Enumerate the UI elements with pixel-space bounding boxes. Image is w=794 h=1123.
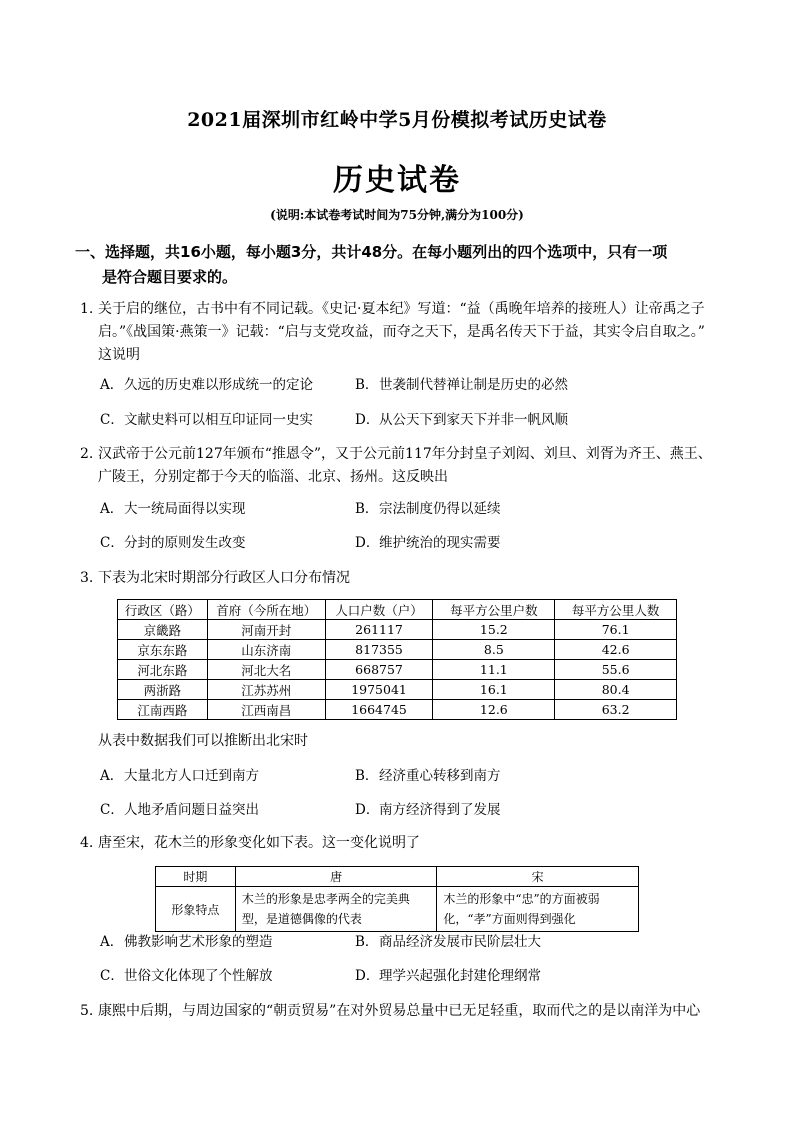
table-cell: 形象特点 — [156, 887, 236, 932]
option-text: 维护统治的现实需要 — [379, 535, 501, 551]
option-text: 世俗文化体现了个性解放 — [124, 968, 273, 984]
section-line-1: 一、选择题，共16小题，每小题3分，共计48分。在每小题列出的四个选项中，只有一项 — [75, 243, 668, 261]
mulan-table — [155, 866, 639, 932]
option-d[interactable] — [355, 966, 541, 986]
option-letter: B． — [355, 501, 379, 517]
option-c[interactable] — [100, 533, 246, 553]
option-d[interactable] — [355, 800, 501, 820]
question-3-followup — [80, 730, 740, 753]
option-a[interactable] — [100, 499, 246, 519]
exam-title: 2021届深圳市红岭中学5月份模拟考试历史试卷 — [187, 109, 607, 131]
option-letter: D． — [355, 412, 380, 428]
option-d[interactable] — [355, 410, 568, 430]
table-header: 每平方公里人数 — [555, 600, 677, 620]
table-cell: 山东济南 — [207, 640, 325, 660]
table-cell: 木兰的形象是忠孝两全的完美典型，是道德偶像的代表 — [235, 887, 437, 932]
option-text: 宗法制度仍得以延续 — [379, 501, 501, 517]
option-letter: C． — [100, 968, 124, 984]
table-header: 行政区（路） — [118, 600, 208, 620]
table-cell: 12.6 — [433, 700, 555, 720]
question-number: 4. — [80, 835, 94, 851]
section-heading — [75, 240, 755, 290]
table-row — [118, 680, 677, 700]
option-b[interactable] — [355, 375, 568, 395]
exam-subtitle: 历史试卷 — [333, 163, 461, 198]
question-5 — [80, 1000, 740, 1023]
table-cell: 55.6 — [555, 660, 677, 680]
table-row — [118, 660, 677, 680]
option-c[interactable] — [100, 410, 313, 430]
option-c[interactable] — [100, 800, 259, 820]
option-letter: A． — [100, 934, 124, 950]
option-letter: D． — [355, 535, 380, 551]
table-cell: 木兰的形象中“忠”的方面被弱化，“孝”方面则得到强化 — [437, 887, 639, 932]
question-number: 5. — [80, 1003, 94, 1019]
question-number: 1. — [80, 301, 94, 317]
question-text: 康熙中后期，与周边国家的“朝贡贸易”在对外贸易总量中已无足轻重，取而代之的是以南洋为中心 — [98, 1003, 701, 1019]
table-cell: 16.1 — [433, 680, 555, 700]
table-row — [156, 887, 639, 932]
question-1 — [80, 298, 740, 367]
option-letter: B． — [355, 377, 379, 393]
table-header-row — [118, 600, 677, 620]
option-text: 佛教影响艺术形象的塑造 — [124, 934, 273, 950]
table-cell: 15.2 — [433, 620, 555, 640]
table-header-row — [156, 867, 639, 887]
table-cell: 1664745 — [325, 700, 433, 720]
option-text: 商品经济发展市民阶层壮大 — [379, 934, 541, 950]
option-text: 文献史料可以相互印证同一史实 — [124, 412, 313, 428]
table-header: 时期 — [156, 867, 236, 887]
exam-note: (说明:本试卷考试时间为75分钟,满分为100分) — [270, 208, 524, 222]
option-a[interactable] — [100, 766, 259, 786]
table-cell: 42.6 — [555, 640, 677, 660]
option-letter: C． — [100, 802, 124, 818]
table-header: 每平方公里户数 — [433, 600, 555, 620]
option-a[interactable] — [100, 375, 313, 395]
question-text: 唐至宋，花木兰的形象变化如下表。这一变化说明了 — [98, 835, 420, 851]
table-cell: 8.5 — [433, 640, 555, 660]
option-text: 分封的原则发生改变 — [124, 535, 246, 551]
question-text: 启。”《战国策·燕策一》记载：“启与支党攻益，而夺之天下，是禹名传天下于益，其实令启自取之。” — [98, 324, 705, 340]
table-cell: 1975041 — [325, 680, 433, 700]
option-b[interactable] — [355, 766, 501, 786]
option-a[interactable] — [100, 932, 273, 952]
table-cell: 76.1 — [555, 620, 677, 640]
table-cell: 江西南昌 — [207, 700, 325, 720]
option-letter: B． — [355, 768, 379, 784]
table-cell: 江苏苏州 — [207, 680, 325, 700]
question-text: 下表为北宋时期部分行政区人口分布情况 — [98, 570, 350, 586]
table-cell: 京畿路 — [118, 620, 208, 640]
option-text: 理学兴起强化封建伦理纲常 — [379, 968, 541, 984]
question-number: 2. — [80, 446, 94, 462]
question-4 — [80, 832, 740, 855]
table-cell: 63.2 — [555, 700, 677, 720]
option-text: 大一统局面得以实现 — [124, 501, 246, 517]
question-2 — [80, 443, 740, 489]
population-table — [117, 599, 677, 720]
option-b[interactable] — [355, 499, 501, 519]
question-3 — [80, 567, 740, 590]
option-letter: A． — [100, 768, 124, 784]
table-cell: 京东东路 — [118, 640, 208, 660]
table-header: 宋 — [437, 867, 639, 887]
question-text: 汉武帝于公元前127年颁布“推恩令”，又于公元前117年分封皇子刘闳、刘旦、刘胥为齐王、燕王、 — [98, 446, 712, 462]
option-letter: A． — [100, 501, 124, 517]
option-d[interactable] — [355, 533, 501, 553]
option-letter: C． — [100, 412, 124, 428]
question-number: 3. — [80, 570, 94, 586]
table-cell: 河南开封 — [207, 620, 325, 640]
option-text: 人地矛盾问题日益突出 — [124, 802, 259, 818]
table-cell: 668757 — [325, 660, 433, 680]
table-cell: 817355 — [325, 640, 433, 660]
option-text: 大量北方人口迁到南方 — [124, 768, 259, 784]
option-b[interactable] — [355, 932, 541, 952]
option-letter: B． — [355, 934, 379, 950]
question-text: 从表中数据我们可以推断出北宋时 — [98, 733, 308, 749]
option-text: 久远的历史难以形成统一的定论 — [124, 377, 313, 393]
option-text: 从公天下到家天下并非一帆风顺 — [379, 412, 568, 428]
question-text: 这说明 — [98, 347, 140, 363]
table-header: 唐 — [235, 867, 437, 887]
table-row — [118, 620, 677, 640]
table-cell: 两浙路 — [118, 680, 208, 700]
option-letter: A． — [100, 377, 124, 393]
option-text: 经济重心转移到南方 — [379, 768, 501, 784]
table-cell: 261117 — [325, 620, 433, 640]
option-letter: D． — [355, 802, 380, 818]
table-cell: 河北东路 — [118, 660, 208, 680]
option-c[interactable] — [100, 966, 273, 986]
section-line-2: 是符合题目要求的。 — [102, 268, 238, 286]
option-letter: C． — [100, 535, 124, 551]
table-cell: 河北大名 — [207, 660, 325, 680]
question-text: 关于启的继位，古书中有不同记载。《史记·夏本纪》写道：“益（禹晚年培养的接班人）让帝禹之子 — [98, 301, 705, 317]
table-row — [118, 640, 677, 660]
table-header: 人口户数（户） — [325, 600, 433, 620]
table-row — [118, 700, 677, 720]
option-letter: D． — [355, 968, 380, 984]
option-text: 南方经济得到了发展 — [379, 802, 501, 818]
table-cell: 江南西路 — [118, 700, 208, 720]
table-header: 首府（今所在地） — [207, 600, 325, 620]
question-text: 广陵王，分别定都于今天的临淄、北京、扬州。这反映出 — [98, 469, 448, 485]
table-cell: 80.4 — [555, 680, 677, 700]
table-cell: 11.1 — [433, 660, 555, 680]
option-text: 世袭制代替禅让制是历史的必然 — [379, 377, 568, 393]
